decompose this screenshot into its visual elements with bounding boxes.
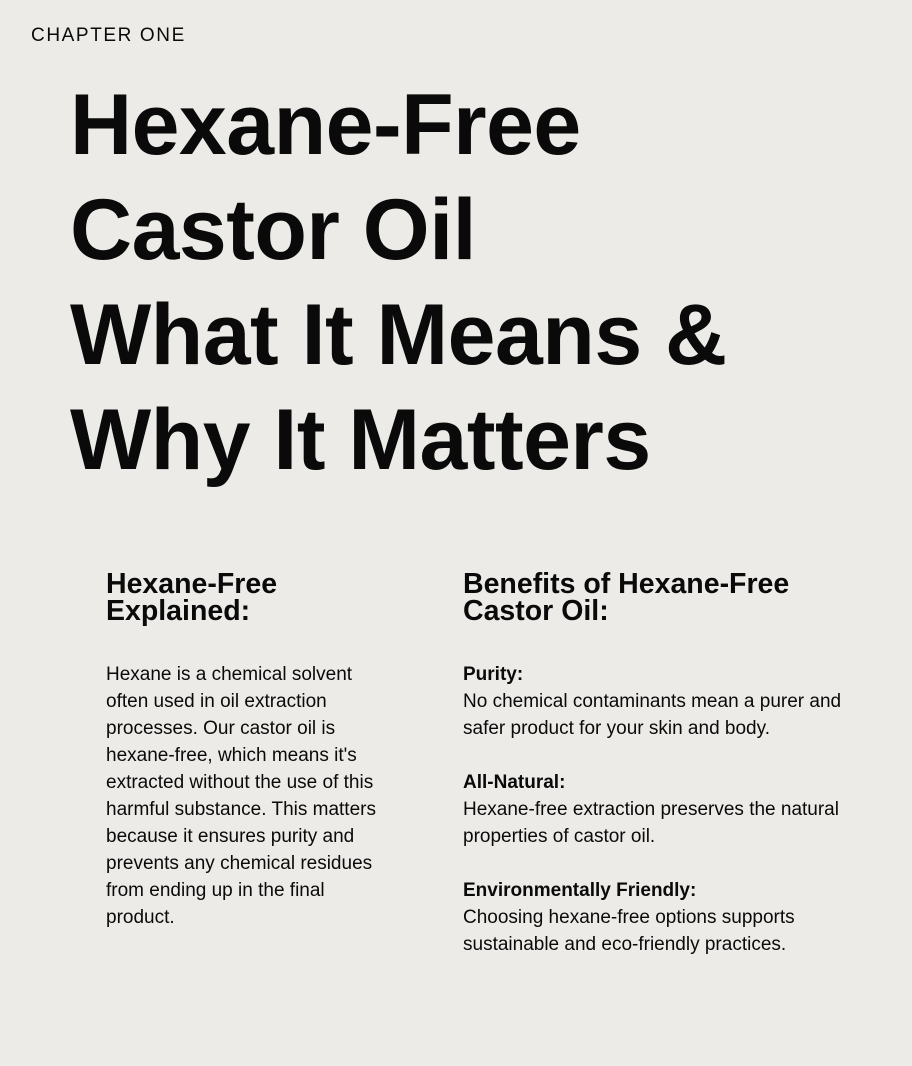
benefit-text: Hexane-free extraction preserves the natural properties of castor oil.: [463, 799, 839, 847]
title-line: Why It Matters: [70, 392, 651, 488]
explained-body: Hexane is a chemical solvent often used in oil extraction processes. Our castor oil is hexane-free, which means it's extracted without the use of this harmful substance. This matters because it ensures purity and prevents any chemical residues from ending up in the final product.: [106, 664, 376, 928]
title-line: What It Means &: [70, 287, 727, 383]
title-line: Hexane-Free: [70, 77, 581, 173]
explained-heading: Hexane-Free Explained:: [106, 568, 278, 627]
benefit-title: All-Natural:: [463, 772, 566, 793]
benefit-item: [463, 877, 873, 958]
benefit-title: Purity:: [463, 664, 524, 685]
title-line: Castor Oil: [70, 182, 476, 278]
benefit-text: Choosing hexane-free options supports sustainable and eco-friendly practices.: [463, 907, 795, 955]
benefit-item: [463, 661, 873, 742]
explained-section: [106, 568, 378, 931]
benefit-text: No chemical contaminants mean a purer and safer product for your skin and body.: [463, 691, 842, 739]
benefits-heading: Benefits of Hexane-Free Castor Oil:: [463, 568, 790, 627]
benefits-list: [463, 661, 873, 958]
benefit-item: [463, 769, 873, 850]
benefits-section: [463, 568, 873, 958]
benefit-title: Environmentally Friendly:: [463, 880, 697, 901]
page-title: [70, 73, 890, 493]
chapter-label: CHAPTER ONE: [31, 25, 186, 46]
